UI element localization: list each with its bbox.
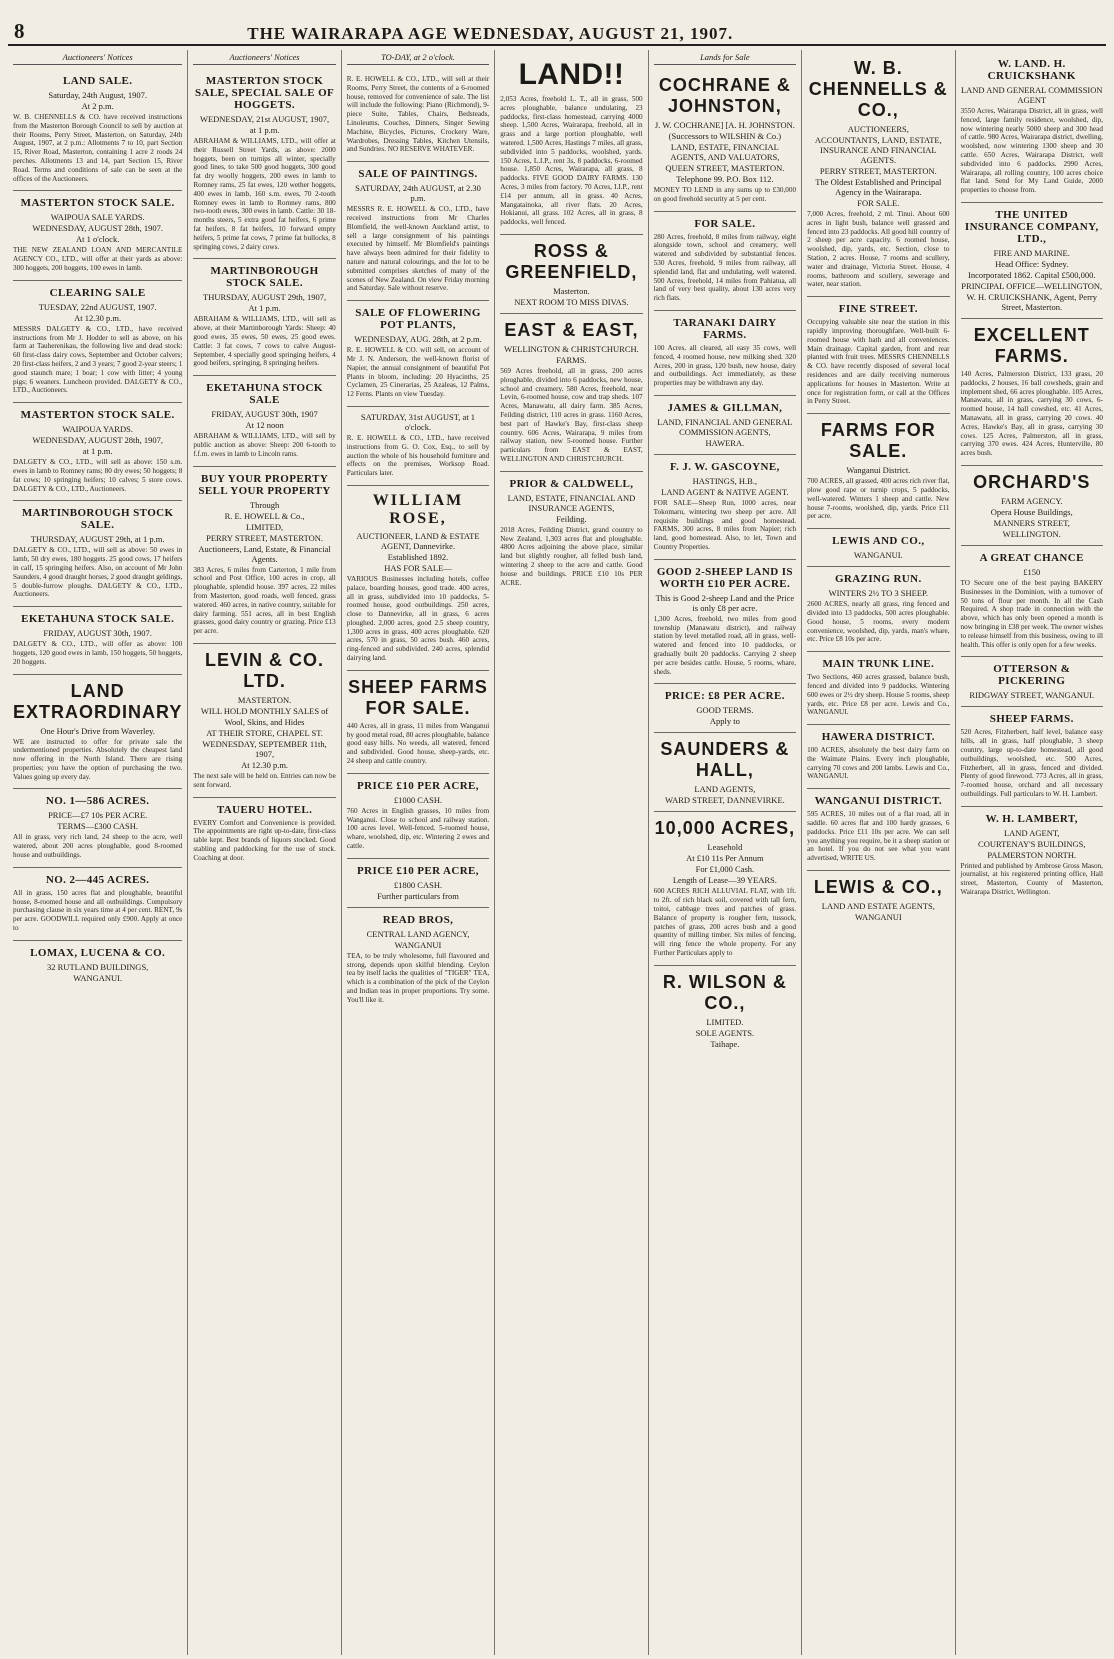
ad-title: SALE OF FLOWERING POT PLANTS, — [355, 307, 481, 332]
ad-title: MASTERTON STOCK SALE, SPECIAL SALE OF HOGGETS. — [194, 75, 335, 111]
ad-body-text: 383 Acres, 6 miles from Carterton, 1 mile from school and Post Office, 100 acres in crop, all ploughable, splendid house. 397 acres, 22 miles from Masterton, good roads, well fenced, grass watered. 460 acres, in native country, suitable for dairy farming. 551 acres, all in best English grasses, good dairy country or grazing. Price £13 per acre. — [193, 565, 336, 636]
ad-subheading: WARD STREET, DANNEVIRKE. — [664, 795, 785, 806]
ad-title: W. LAND. H. CRUICKSHANK — [987, 58, 1076, 82]
advertisement — [961, 707, 1103, 806]
ad-subheading: LAND AND GENERAL COMMISSION AGENT — [960, 85, 1103, 105]
advertisement — [961, 657, 1103, 707]
ad-subheading: LAND, FINANCIAL AND GENERAL COMMISSION AGENTS, — [657, 416, 793, 437]
ad-subheading: 32 RUTLAND BUILDINGS, — [47, 961, 149, 972]
ad-title: LEWIS & CO., — [813, 877, 943, 898]
ad-title: LAND EXTRAORDINARY — [13, 680, 183, 722]
ad-title: MARTINBOROUGH STOCK SALE. — [21, 507, 174, 532]
newspaper-title: THE WAIRARAPA AGE WEDNESDAY, AUGUST 21, 1907. — [247, 24, 734, 43]
ad-subheading: The Oldest Established and Principal Agency in the Wairarapa. — [815, 177, 942, 197]
ad-body-text: W. B. CHENNELLS & CO. have received instructions from the Masterton Borough Council to sell by auction at their Rooms, Perry Street, Masterton, on Saturday, 24th August, 1907, at 2 p.m.: Allotments 7 to 10, part Section 15, River Road, Masterton, containing 1 acre 2 roods 24 perches. Allotments 13 and 14, part Section 15, River Road. Terms and conditions of sale can be seen at the offices of the Auctioneers. — [13, 113, 183, 183]
ad-subheading: GOOD TERMS. — [696, 705, 754, 716]
ad-subheading: Feilding. — [556, 513, 587, 524]
advertisement — [347, 774, 489, 859]
ad-subheading: THURSDAY, AUGUST 29th, 1907, — [203, 292, 327, 303]
advertisement — [654, 733, 796, 812]
ad-subheading: WANGANUI — [394, 939, 442, 950]
ad-title: PRICE £10 PER ACRE, — [357, 864, 479, 877]
ad-title: SHEEP FARMS FOR SALE. — [348, 676, 488, 718]
ad-title: FINE STREET. — [838, 303, 918, 316]
advertisement — [13, 941, 182, 989]
ad-body-text: 140 Acres, Palmerston District, 133 grass, 20 paddocks, 2 houses, 16 ball cowsheds, grain and implement shed, 66 acres ploughable. 105 Acres, Manawatu, all in grass, carrying 30 cows, 6-roomed house, 14 ball cowshed, etc. 41 Acres, Manawatu, all in grass, carrying 20 cows. 40 Acres, Hawke's Bay, all in grass, carrying 30 cows. 125 Acres, Palmerston, all in grass, carrying 370 ewes. 424 Acres, Hunterville, 80 acres bush. — [960, 369, 1103, 458]
advertisement — [13, 69, 182, 191]
ad-subheading: WEDNESDAY, AUG. 28th, at 2 p.m. — [354, 334, 482, 345]
ad-subheading: WAIPOUA SALE YARDS. — [50, 212, 145, 223]
advertisement — [193, 467, 335, 644]
ad-title: PRIOR & CALDWELL, — [509, 477, 634, 490]
advertisement — [193, 69, 335, 259]
ad-subheading: Taihape. — [710, 1038, 740, 1049]
ad-title: LEWIS AND CO., — [832, 535, 925, 548]
ad-subheading: Length of Lease—39 YEARS. — [672, 875, 777, 886]
ad-title: FARMS FOR SALE. — [820, 420, 936, 462]
ad-body-text: 1,300 Acres, freehold, two miles from good township (Manawatu district), and railway station by level metalled road, all in grass, well-watered and fenced into 10 paddocks, or gradually built 20 paddocks. Carrying 2 sheep per acre besides cattle. House, 5 rooms, whare, sheds. — [653, 614, 797, 676]
advertisement — [347, 486, 489, 671]
ad-title: TARANAKI DAIRY FARMS. — [673, 316, 777, 341]
ad-title: PRICE £10 PER ACRE, — [357, 779, 479, 792]
advertisement — [13, 281, 182, 403]
advertisement — [347, 162, 489, 301]
advertisement — [961, 546, 1103, 657]
advertisement — [807, 52, 949, 297]
ad-subheading: WILL HOLD MONTHLY SALES of — [200, 705, 329, 716]
ad-title: OTTERSON & PICKERING — [993, 663, 1071, 688]
column-1 — [8, 50, 188, 1655]
ad-subheading: QUEEN STREET, MASTERTON. — [665, 163, 785, 173]
ad-subheading: SATURDAY, 24th AUGUST, at 2.30 p.m. — [355, 183, 481, 204]
ad-subheading: Through — [249, 499, 280, 510]
advertisement — [347, 407, 489, 486]
advertisement — [807, 567, 949, 652]
advertisement — [807, 297, 949, 414]
ad-body-text: 760 Acres in English grasses, 10 miles from Wanganui. Close to school and railway station. 100 acres level. Well-fenced. 5-roomed house, whare, woolshed, dip, etc. Wintering 2 ewes and cattle. — [346, 806, 490, 851]
ad-body-text: VARIOUS Businesses including hotels, coffee palace, boarding houses, good trade. 400 acres, all in grass, subdivided into 10 paddocks, 5-roomed house, good outbuildings. 250 acres, close to Dannevirke, all in grass, 6 acres ploughed. 2,000 acres, good 2.5 sheep country, 1,300 acres in grass, 400 acres ploughable. 620 acres, 570 in grass, 50 acres bush. 460 acres, ring-fenced and subdivided. 240 acres, splendid dairying land. — [346, 574, 490, 663]
advertisement — [347, 671, 489, 774]
ad-subheading: Leasehold — [707, 842, 743, 853]
ad-subheading: FRIDAY, AUGUST 30th, 1907. — [43, 628, 152, 639]
ad-subheading: LAND, ESTATE, FINANCIAL AND INSURANCE AGENTS, — [507, 492, 636, 513]
ad-title: WANGANUI DISTRICT. — [814, 795, 943, 808]
ad-title: F. J. W. GASCOYNE, — [669, 460, 780, 473]
ad-body-text: Printed and published by Ambrose Gross Mason, journalist, at his registered printing office, Hall street, Masterton, County of Masterton, Wairarapa District, Wellington. — [960, 861, 1103, 897]
ad-subheading: Further particulars from — [377, 890, 459, 901]
ad-subheading: FRIDAY, AUGUST 30th, 1907 — [211, 409, 318, 420]
ad-body-text: 3550 Acres, Wairarapa District, all in grass, well fenced, large family residence, woolshed, dip, now wintering nearly 5000 sheep and 300 head of cattle. 980 Acres, Wairarapa district, dwelling, woolshed, now wintering 1300 sheep and 30 cattle. 650 Acres, Wairarapa District, well subdivided into 6 paddocks. 2990 Acres, Wairarapa, all rolling country, 100 acres choice flat land. Send for My Land Guide, 2000 properties to choose from. — [960, 107, 1103, 195]
ad-body-text: 2600 ACRES, nearly all grass, ring fenced and divided into 13 paddocks, 500 acres ploughable. Good house, 5 rooms, every modern convenience, woolshed, dip, yards, man's whare, etc. Price £8 10s per acre. — [807, 600, 950, 644]
ad-subheading: £1000 CASH. — [393, 794, 443, 805]
ad-title: THE UNITED INSURANCE COMPANY, LTD., — [964, 208, 1099, 245]
ad-title: R. WILSON & CO., — [662, 971, 787, 1013]
ad-title: JAMES & GILLMAN, — [667, 401, 783, 414]
column-header: Lands for Sale — [654, 52, 796, 65]
ad-title: ROSS & GREENFIELD, — [505, 240, 638, 282]
ad-subheading: SOLE AGENTS. — [695, 1027, 755, 1038]
advertisement — [654, 396, 796, 455]
ad-subheading: WAIPOUA YARDS. — [62, 424, 133, 435]
ad-subheading: WEDNESDAY, 21st AUGUST, 1907, — [199, 114, 330, 124]
ad-subheading: One Hour's Drive from Waverley. — [40, 725, 155, 736]
ad-body-text: All in grass, 150 acres flat and ploughable, beautiful house, 8-roomed house and all outbuildings. Compulsory purchasing clause in six years time at 4 per cent. RENT, 9s per acre. GOODWILL required only £900. Apply at once to — [13, 888, 183, 933]
ad-title: FOR SALE. — [694, 217, 756, 230]
ad-subheading: LAND AGENT & NATIVE AGENT. — [661, 486, 789, 497]
ad-title: SAUNDERS & HALL, — [660, 739, 790, 781]
ad-body-text: TO Secure one of the best paying BAKERY Businesses in the Dominion, with a turnover of 50 tons of flour per month. In all the Cash Required. A shop trade in connection with the above, which has only been opened a month is now bringing in £38 per week. The owner wishes to release himself from this business, owing to ill health. This offer is only open for a few weeks. — [960, 578, 1103, 649]
advertisement — [13, 675, 182, 790]
ad-body-text: 7,000 Acres, freehold, 2 ml. Tinui. About 600 acres in light bush, balance well grassed and fenced into 23 paddocks. All good hill country of 2 sheep per acre capacity. 6 roomed house, woolshed, dip, yards, etc. Section, close to Station, 2 acres. House, 7 rooms and scullery, water and drainage, Victoria Street. House, 4 rooms, bathroom and scullery, sewerage and water, near station. — [807, 210, 950, 289]
ad-body-text: MESSRS R. E. HOWELL & CO., LTD., have received instructions from Mr Charles Blomfield, the well-known Auckland artist, to sell a large consignment of his paintings executed by himself. Mr Blomfield's paintings have always been admired for their fidelity to nature and natural colourings, and the lot to be submitted comprises sketches of many of the scenes of New Zealand. On view Friday morning and Saturday. Sale without reserve. — [346, 205, 490, 293]
advertisement — [961, 807, 1103, 904]
ad-body-text: 2,053 Acres, freehold L. T., all in grass, 500 acres ploughable, balance undulating, 23 paddocks, first-class homestead, carrying 4000 sheep. 1,500 Acres, Wairarapa, freehold, all in grass and a large portion ploughable, well watered. 1,500 Acres, Hastings 7 miles, all grass, subdivided into 5 paddocks, woolshed, yards. 150 Acres, L.I.P., rent 3s, 8 paddocks, 6-roomed house. 1,850 Acres, Wairarapa, all grass, 8 paddocks. FIVE GOOD DAIRY FARMS. 130 Acres, 3 miles from factory. 70 Acres, I.I.P., rent £14 per annum, all in grass. 40 Acres, Mangatainoka, all river flats. 20 Acres, Hokianui, all grass. 102 Acres, all in grass, 8 paddocks, well fenced. — [500, 95, 643, 227]
ad-title: COCHRANE & JOHNSTON, — [658, 75, 791, 116]
ad-subheading: NEXT ROOM TO MISS DIVAS. — [514, 296, 629, 307]
ad-title: MARTINBOROUGH STOCK SALE. — [210, 265, 319, 290]
advertisement — [13, 191, 182, 280]
ad-body-text: 600 ACRES RICH ALLUVIAL FLAT, with 1ft. to 2ft. of rich black soil, covered with tall fern, toitoi, cabbage trees and patches of grass. Balance of property is rougher fern, tussock, patches of grass, 200 acres bush and a good quantity of milling timber. Six miles of fencing, will ring fence the whole property. For any Further Particulars apply to — [653, 887, 797, 957]
advertisement — [500, 235, 642, 314]
ad-body-text: 2018 Acres, Feilding District, grand country to New Zealand, 1,303 acres flat and ploughable. 4800 Acres adjoining the above place, similar land but slightly rougher, all felled bush land, wintering 2 sheep to the acre and cattle. Good house and buildings. PRICE £10 10s PER ACRE. — [500, 525, 643, 587]
advertisement — [961, 52, 1103, 203]
ad-subheading: Established 1892. — [387, 551, 449, 562]
ad-body-text: Occupying valuable site near the station in this rapidly improving thoroughfare. Well-built 6-roomed house with bath and all conveniences. Main drainage. Capital garden, front and rear planted with fruit trees. MESSRS CHENNELLS & CO. have recently disposed of several local residences and are daily receiving numerous applications for houses in Masterton. Write at once for registration form, or call at the Offices in Perry Street. — [807, 318, 950, 406]
ad-title: MAIN TRUNK LINE. — [822, 658, 935, 671]
advertisement — [500, 472, 642, 595]
ad-subheading: At 12.30 p.m. — [241, 759, 289, 770]
ad-subheading: £150 — [1023, 566, 1041, 577]
ad-subheading: (Successors to WILSHIN & Co.) — [668, 131, 782, 141]
ad-subheading: Auctioneers, Land, Estate, & Financial Agents. — [198, 543, 331, 564]
ad-subheading: TERMS—£300 CASH. — [57, 821, 139, 832]
ad-title: EAST & EAST, — [504, 319, 639, 340]
ad-subheading: LAND, ESTATE, FINANCIAL AGENTS, AND VALUATORS, — [670, 142, 780, 162]
ad-subheading: TUESDAY, 22nd AUGUST, 1907. — [38, 301, 157, 312]
ad-title: W. H. LAMBERT, — [985, 812, 1078, 825]
ad-subheading: at 1 p.m. — [82, 446, 113, 457]
ad-subheading: Wool, Skins, and Hides — [224, 716, 305, 727]
ad-title: ORCHARD'S — [973, 471, 1091, 492]
ad-subheading: Saturday, 24th August, 1907. — [48, 90, 147, 100]
ad-subheading: Apply to — [709, 716, 740, 727]
column-3 — [342, 50, 495, 1655]
ad-body-text: 595 ACRES, 10 miles out of a flat road, all in saddle. 60 acres flat and 100 hardy grasses, 6 paddocks. Price £11 10s per acre. We can sell you anything you require, be it a sheep station or an hotel. If you do not see what you want advertised, WRITE US. — [807, 810, 950, 863]
ad-body-text: FOR SALE—Sheep Run, 1000 acres, near Tokomaru, wintering two sheep per acre. All requisite buildings and good homestead. FARMS, 300 acres, 8 miles from Napier; rich land, good homestead. Also, to let, Town and Country Properties. — [653, 498, 797, 551]
ad-body-text: MONEY TO LEND in any sums up to £30,000 on good freehold security at 5 per cent. — [653, 186, 797, 203]
advertisement — [500, 314, 642, 472]
ad-subheading: AT THEIR STORE, CHAPEL ST. — [206, 727, 323, 738]
ad-title: GRAZING RUN. — [834, 573, 922, 586]
ad-subheading: At £10 11s Per Annum — [686, 853, 764, 864]
ad-title: WILLIAM ROSE, — [372, 491, 464, 527]
column-header: Auctioneers' Notices — [193, 52, 335, 65]
advertisement — [13, 403, 182, 501]
column-5 — [649, 50, 802, 1655]
advertisement — [193, 259, 335, 376]
ad-body-text: The next sale will be held on. Entries can now be sent forward. — [193, 771, 336, 789]
ad-body-text: DALGETY & CO., LTD., will sell as above: 150 s.m. ewes in lamb to Romney rams; 80 dry ewes; 50 hoggets; 8 fat cows; 10 springing heifers; 10 calves; 5 store cows. DALGETY & CO., LTD., Auctioneers. — [13, 458, 183, 493]
ad-subheading: At 1 p.m. — [248, 303, 281, 314]
columns — [8, 50, 1108, 1655]
advertisement — [654, 212, 796, 311]
ad-subheading: WANGANUI. — [73, 972, 123, 983]
ad-subheading: FARMS. — [556, 354, 587, 365]
ad-subheading: LAND AGENT, — [1003, 827, 1060, 838]
advertisement — [961, 203, 1103, 319]
advertisement — [13, 501, 182, 607]
ad-body-text: DALGETY & CO., LTD., will offer as above: 100 hoggets, 120 good ewes in lamb, 150 hoggets, 50 hoggets, 20 hoggets. — [13, 640, 183, 666]
advertisement — [807, 725, 949, 789]
ad-subheading: WEDNESDAY, AUGUST 28th, 1907. — [32, 223, 163, 234]
advertisement — [193, 798, 335, 870]
ad-title: CLEARING SALE — [49, 286, 146, 299]
ad-subheading: FOR SALE. — [857, 198, 900, 208]
ad-body-text: THE NEW ZEALAND LOAN AND MERCANTILE AGENCY CO., LTD., will offer at their yards as above: 300 hoggets, 200 hoggets, 100 ewes in lamb. — [13, 246, 183, 272]
advertisement — [807, 871, 949, 928]
ad-body-text: All in grass, very rich land, 24 sheep to the acre, well watered, about 200 acres ploughable, good 8-roomed house and outbuildings. — [13, 833, 183, 860]
ad-title: HAWERA DISTRICT. — [821, 731, 935, 744]
advertisement — [807, 789, 949, 871]
advertisement — [654, 684, 796, 733]
ad-title: BUY YOUR PROPERTY SELL YOUR PROPERTY — [198, 472, 331, 497]
advertisement — [347, 859, 489, 908]
advertisement — [654, 966, 796, 1055]
ad-subheading: £1800 CASH. — [393, 879, 443, 890]
advertisement — [347, 301, 489, 407]
advertisement — [807, 529, 949, 567]
ad-subheading: At 12.30 p.m. — [74, 312, 122, 323]
ad-body-text: MESSRS DALGETY & CO., LTD., have received instructions from Mr J. Hodder to sell as above, on his farm at Tauherenikau, the following live and dead stock: 60 first-class dairy cows, September and October calvers; 20 first-class heifers, 2 and 3 years; 7 good 2-year steers; 1 good staunch mare; 1 boar; 1 cow with litter; 4 young pigs; 6 weaners. Luncheon provided. DALGETY & CO., LTD., Auctioneers. — [13, 324, 183, 395]
ad-subheading: W. H. CRUICKSHANK, Agent, Perry Street, Masterton. — [966, 291, 1097, 312]
advertisement — [500, 52, 642, 235]
ad-subheading: WEDNESDAY, SEPTEMBER 11th, 1907, — [202, 738, 327, 759]
ad-title: 10,000 ACRES, — [654, 818, 796, 839]
ad-subheading: WELLINGTON & CHRISTCHURCH. — [504, 343, 639, 354]
advertisement — [654, 455, 796, 560]
ad-subheading: Opera House Buildings, — [990, 506, 1073, 517]
advertisement — [654, 69, 796, 212]
ad-subheading: PRICE—£7 10s PER ACRE. — [48, 810, 148, 821]
ad-subheading: LAND AGENTS, — [694, 784, 756, 795]
ad-subheading: HAWERA. — [705, 437, 745, 448]
ad-title: SHEEP FARMS. — [989, 713, 1074, 726]
ad-subheading: CENTRAL LAND AGENCY, — [366, 928, 470, 939]
ad-subheading: PERRY STREET, MASTERTON. — [819, 166, 937, 176]
ad-body-text: 280 Acres, freehold, 8 miles from railway, eight alongside town, school and creamery, well watered and subdivided by substantial fences. 530 Acres, freehold, 9 miles from railway, all splendid land, flat and undulating, well watered. 500 Acres, freehold, 14 miles from Pahiatua, all land of very best quality, about 130 acres very rich flats. — [653, 232, 797, 303]
ad-subheading: R. E. HOWELL & Co., — [224, 510, 305, 521]
ad-subheading: J. W. COCHRANE] [A. H. JOHNSTON. — [654, 120, 795, 130]
advertisement — [193, 644, 335, 798]
advertisement — [654, 560, 796, 685]
advertisement — [961, 319, 1103, 466]
ad-body-text: WE are instructed to offer for private sale the undermentioned properties. Absolutely the cheapest land now offering in the North Island. There are rising properties; you have the option of purchasing the two. Values going up every day. — [13, 737, 183, 781]
ad-subheading: Masterton. — [553, 285, 590, 296]
ad-body-text: 100 ACRES, absolutely the best dairy farm on the Waimate Plains. Every inch ploughable, carrying 70 cows and 200 lambs. Lewis and Co., WANGANUI. — [807, 746, 950, 781]
ad-subheading: AUCTIONEERS, — [847, 124, 909, 134]
ad-body-text: DALGETY & CO., LTD., will sell as above: 50 ewes in lamb, 50 dry ewes, 180 hoggets. 25 good cows, 17 heifers in calf, 15 springing heifers. Also, on account of Mr John Saunders, 4 good draught horses, 2 good draught geldings, 5 double-furrow ploughs. DALGETY & CO., LTD., Auctioneers. — [13, 546, 183, 599]
ad-subheading: MASTERTON. — [237, 694, 292, 705]
ad-body-text: R. E. HOWELL & CO., LTD., will sell at their Rooms, Perry Street, the contents of a 6-roomed house, removed for convenience of sale. The list will include the following: Piano (Richmond), 9-piece Suite, Tables, Chairs, Bedsteads, Linoleums, Couches, Dinners, Singer Sewing Machine, Bicycles, Pictures, Crockery Ware, Wardrobes, Dressing Tables, Kitchen Utensils, and Sundries. NO RESERVE WHATEVER. — [346, 75, 490, 154]
ad-subheading: LIMITED, — [246, 521, 284, 532]
ad-subheading: LAND AND ESTATE AGENTS, — [821, 901, 935, 912]
ad-body-text: ABRAHAM & WILLIAMS, LTD., will sell by public auction as above: Sheep: 200 6-tooth to f.f.m. ewes in lamb to Lincoln rams. — [193, 432, 336, 458]
ad-subheading: For £1,000 Cash. — [695, 864, 755, 875]
column-header: TO-DAY, at 2 o'clock. — [347, 52, 489, 65]
advertisement — [961, 466, 1103, 546]
masthead — [8, 19, 1106, 46]
advertisement — [347, 69, 489, 162]
advertisement — [193, 376, 335, 466]
ad-subheading: SATURDAY, 31st AUGUST, at 1 o'clock. — [360, 411, 476, 432]
advertisement — [13, 868, 182, 941]
ad-title: LEVIN & CO. LTD. — [205, 649, 325, 691]
ad-title: MASTERTON STOCK SALE. — [20, 197, 175, 210]
advertisement — [13, 607, 182, 674]
page-number: 8 — [14, 19, 25, 43]
ad-subheading: Incorporated 1862. Capital £500,000. — [968, 269, 1096, 280]
ad-body-text: R. E. HOWELL & CO. will sell, on account of Mr J. N. Anderson, the well-known florist of Napier, the annual consignment of beautiful Pot Plants in bloom, including: 20 Hyacinths, 25 Cyclamen, 25 Cinerarias, 25 Azaleas, 12 Palms, 12 Ferns. Plants on view Tuesday. — [346, 346, 490, 399]
ad-title: W. B. CHENNELLS & CO., — [808, 58, 948, 120]
ad-subheading: This is Good 2-sheep Land and the Price is only £8 per acre. — [655, 592, 795, 613]
ad-subheading: LIMITED. — [706, 1016, 744, 1027]
ad-body-text: Two Sections, 460 acres grassed, balance bush, fenced and divided into 9 paddocks. Wintering 600 ewes or 2½ dry sheep. House 5 rooms, sheep yards, etc. Price £8 per acre. Lewis and Co., WANGANUI. — [807, 673, 950, 717]
ad-body-text: 100 Acres, all cleared, all easy 35 cows, well fenced, 4 roomed house, new milking shed. 320 Acres, 200 in grass, 120 bush, new house, dairy and outbuildings. Act immediately, as these properties may be withdrawn any day. — [653, 343, 797, 388]
ad-title: LAND!! — [518, 58, 625, 91]
advertisement — [13, 789, 182, 867]
ad-title: LOMAX, LUCENA & CO. — [30, 946, 166, 959]
ad-body-text: R. E. HOWELL & CO., LTD., have received instructions from G. O. Cox, Esq., to sell by auction the whole of his household furniture and effects on the premises, Worksop Road. Particulars later. — [346, 433, 490, 478]
ad-body-text: 700 ACRES, all grassed, 400 acres rich river flat, plow good rape or turnip crops, 5 paddocks, well-watered. Winters 1 sheep and cattle. New house 7-rooms, woolshed, dip, yards. Price £11 per acre. — [807, 477, 950, 521]
ad-body-text: 520 Acres, Fitzherbert, half level, balance easy hills, all in grass, half ploughable, 3 sheep country, large up-to-date homestead, all good outbuildings, woolshed, etc. 500 Acres, Fitzherbert, all in grass, fenced and divided. Plenty of good firewood. 773 Acres, all in grass, 7-roomed house, orchard and all necessary outbuildings. Full particulars to W. H. Lambert. — [960, 728, 1103, 798]
ad-body-text: ABRAHAM & WILLIAMS, LTD., will offer at their Russell Street Yards, as above: 2000 hoggets, been on turnips all winter, specially good lines, to take 500 good hoggets, 300 good fat dry woolly hoggets, 200 ewes in lamb to Romney rams, 25 fat ewes, 120 wether hoggets, 400 ewes in lamb, 160 s.m. ewes, 70 2-tooth Romney ewes in lamb to Romney rams, 800 two-tooth ewes, 300 ewes in lamb. Cattle: 30 18-months steers, 5 extra good fat heifers, 6 prime fat heifers, 8 fat heifers, 10 forward empty heifers, 5 prime fat cows, 7 prime fat bullocks, 8 springing cows, 2 dairy cows. — [193, 137, 336, 251]
ad-title: TAUERU HOTEL. — [216, 803, 313, 816]
ad-subheading: At 2 p.m. — [81, 101, 114, 111]
advertisement — [654, 311, 796, 396]
column-2 — [188, 50, 341, 1655]
ad-subheading: HASTINGS, H.B., — [692, 475, 758, 486]
ad-subheading: At 1 o'clock. — [76, 234, 120, 245]
ad-title: LAND SALE. — [62, 75, 133, 87]
ad-subheading: Head Office: Sydney. — [995, 258, 1069, 269]
ad-subheading: Telephone 99. P.O. Box 112. — [676, 174, 774, 184]
ad-title: NO. 1—586 ACRES. — [45, 795, 150, 808]
ad-subheading: at 1 p.m. — [249, 125, 280, 135]
ad-subheading: PERRY STREET, MASTERTON. — [206, 532, 324, 543]
ad-title: GOOD 2-SHEEP LAND IS WORTH £10 PER ACRE. — [656, 565, 793, 590]
column-header: Auctioneers' Notices — [13, 52, 182, 65]
ad-body-text: 440 Acres, all in grass, 11 miles from Wanganui by good metal road, 80 acres ploughable, balance good easy hills. No weeds, all watered, fenced and subdivided. Good house, sheep-yards, etc. 24 sheep and cattle country. — [346, 721, 490, 766]
ad-body-text: EVERY Comfort and Convenience is provided. The appointments are right up-to-date, first-class table kept. Best brands of liquors stocked. Good stabling and paddocking for the use of stock. Coaching at door. — [193, 818, 336, 862]
ad-subheading: WANGANUI — [854, 912, 902, 923]
advertisement — [347, 908, 489, 1012]
ad-title: NO. 2—445 ACRES. — [45, 873, 150, 886]
ad-subheading: FARM AGENCY. — [1000, 495, 1063, 506]
ad-title: SALE OF PAINTINGS. — [358, 168, 478, 181]
ad-subheading: COURTENAY'S BUILDINGS, — [978, 838, 1086, 849]
ad-subheading: WELLINGTON. — [1002, 528, 1061, 539]
ad-body-text: TEA, to be truly wholesome, full flavoured and strong, depends upon skilful blending. Ceylon tea by itself lacks the qualities of "TIGER" TEA, which is a combination of the pick of the Ceylon and Indian teas in proper proportions. Try some. You'll like it. — [346, 951, 490, 1004]
ad-subheading: WEDNESDAY, AUGUST 28th, 1907, — [32, 435, 163, 446]
ad-title: READ BROS, — [382, 913, 454, 926]
advertisement — [654, 812, 796, 965]
advertisement — [807, 414, 949, 529]
ad-subheading: RIDGWAY STREET, WANGANUI. — [969, 690, 1095, 701]
ad-subheading: THURSDAY, AUGUST 29th, at 1 p.m. — [30, 534, 165, 545]
ad-subheading: HAS FOR SALE— — [384, 562, 452, 573]
ad-subheading: Wanganui District. — [846, 465, 911, 476]
ad-subheading: FIRE AND MARINE. — [993, 247, 1070, 258]
ad-subheading: AUCTIONEER, LAND & ESTATE AGENT, Dannevirke. — [356, 530, 480, 551]
ad-body-text: ABRAHAM & WILLIAMS, LTD., will sell as above, at their Martinborough Yards: Sheep: 40 good ewes, 35 ewes, 50 ewes, 25 good ewes. Cattle: 3 fat cows, 7 cows to calve August-September, 4 specially good springing heifers, 4 good heifers, springing, 8 springing heifers. — [193, 315, 336, 368]
ad-subheading: WANGANUI. — [853, 550, 903, 561]
ad-subheading: PALMERSTON NORTH. — [987, 849, 1077, 860]
ad-body-text: 569 Acres freehold, all in grass, 200 acres ploughable, divided into 6 paddocks, new house, school and creamery. 580 Acres, freehold, near Levin, 6-roomed house, cow and trap sheds. 107 Acres, Manawatu, all dairy farm. 385 Acres, Feilding district, 110 acres in grass. 1160 Acres, best part of Hawke's Bay, first-class sheep country. 606 Acres, Wairarapa, 9 miles from railway station, new 5-roomed house. Further particulars from EAST & EAST, WELLINGTON AND CHRISTCHURCH. — [500, 366, 643, 463]
ad-subheading: At 12 noon — [245, 420, 284, 431]
advertisement — [807, 652, 949, 725]
column-7 — [956, 50, 1108, 1655]
ad-subheading: WINTERS 2½ TO 3 SHEEP. — [828, 588, 928, 599]
ad-subheading: PRINCIPAL OFFICE—WELLINGTON, — [961, 280, 1103, 291]
ad-title: A GREAT CHANCE — [979, 551, 1084, 564]
ad-title: EXCELLENT FARMS. — [973, 324, 1090, 366]
column-4 — [495, 50, 648, 1655]
ad-subheading: MANNERS STREET, — [993, 517, 1070, 528]
column-6 — [802, 50, 955, 1655]
ad-title: PRICE: £8 PER ACRE. — [664, 690, 785, 703]
ad-title: EKETAHUNA STOCK SALE. — [21, 613, 175, 626]
ad-title: EKETAHUNA STOCK SALE — [206, 382, 323, 407]
ad-subheading: ACCOUNTANTS, LAND, ESTATE, INSURANCE AND FINANCIAL AGENTS. — [814, 135, 942, 165]
ad-title: MASTERTON STOCK SALE. — [20, 409, 175, 422]
